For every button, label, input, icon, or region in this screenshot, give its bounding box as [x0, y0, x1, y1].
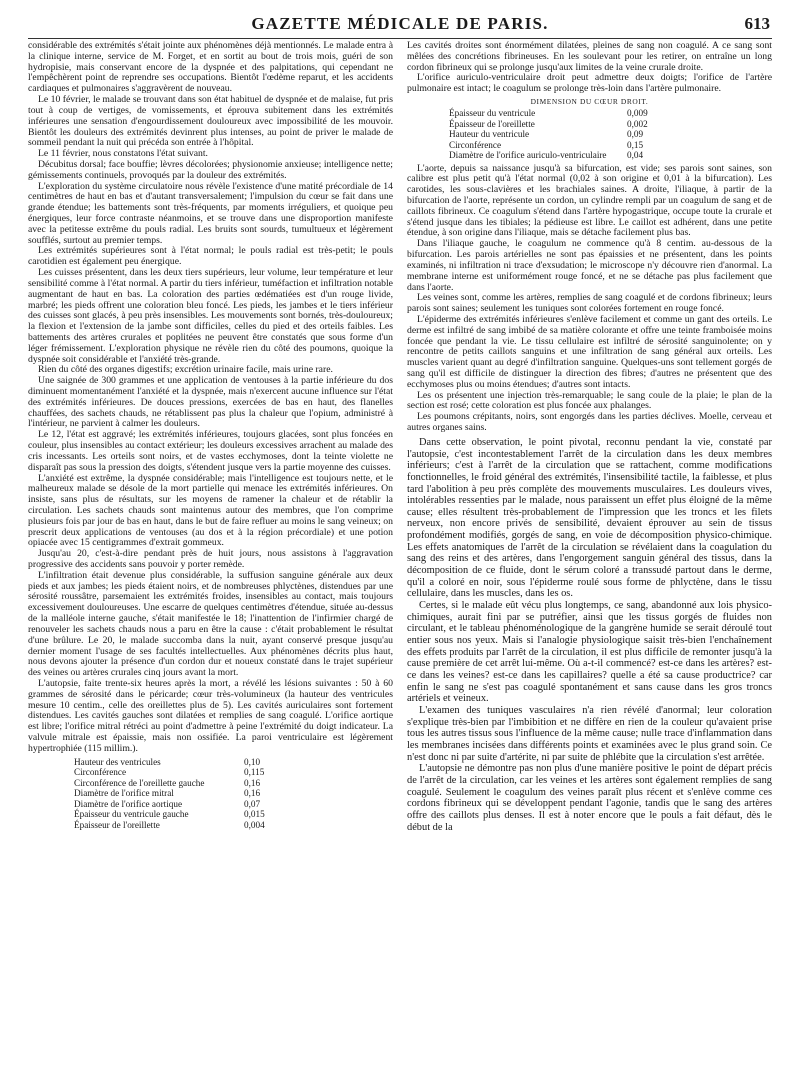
measurement-label: Circonférence [449, 139, 502, 150]
measurement-row [74, 820, 393, 831]
left-column [28, 41, 393, 833]
measurement-value: 0,16 [244, 788, 261, 799]
paragraph: Les veines sont, comme les artères, remplies de sang coagulé et de cordons fibrineux; leurs parois sont saines; seulement les tuniques sont colorées fortement en rouge foncé. [407, 292, 772, 315]
measurement-value: 0,004 [244, 819, 265, 830]
running-head [28, 14, 772, 39]
paragraph: Le 11 février, nous constatons l'état suivant. [38, 148, 208, 160]
paragraph: Décubitus dorsal; face bouffie; lèvres décolorées; physionomie anxieuse; intelligence nette; gémissements continuels, provoqués par la douleur des extrémités. [28, 158, 393, 181]
left-measurement-table [74, 757, 393, 831]
journal-page [28, 14, 772, 1054]
commentary-paragraph: Dans cette observation, le point pivotal, reconnu pendant la vie, constaté par l'autopsie, c'est incontestablement l'arrêt de la circulation dans les deux membres inférieurs; c'est à l'arrêt de la circulation que se rattachent, comme modifications fonctionnelles, le froid général des extrémités, l'insensibilité tactile, la faiblesse, et plus tard l'abolition à peu près complète des mouvements musculaires. Les douleurs vives, intolérables ressenties par le malade, nous paraissent un effet plus éloigné de la même cause; elles résultent très-probablement de l'impression que les troncs et les filets nerveux, non encore privés de sensibilité, devaient éprouver au sein de tissus profondément modifiés, gorgés de sang, en voie de décomposition physico-chimique. Les effets anatomiques de l'arrêt de la circulation se révélaient dans la coagulation du sang des reins et des artères, dans l'engorgement sanguin général des tissus, dans la décomposition de ce fluide, dont le sérum coloré a transsudé partout dans le derme, qu'il a coloré en noir, sous l'épiderme roulé sous forme de phlyctène, dans le tissu cellulaire, dans les muscles, dans les os. [407, 436, 772, 600]
measurement-label: Circonférence [74, 767, 127, 778]
paragraph: Les extrémités supérieures sont à l'état normal; le pouls radial est très-petit; le pouls carotidien est également peu énergique. [28, 245, 393, 268]
journal-title: GAZETTE MÉDICALE DE PARIS. [251, 14, 549, 33]
measurement-label: Épaisseur de l'oreillette [74, 819, 160, 830]
paragraph: considérable des extrémités s'était jointe aux phénomènes déjà mentionnés. Le malade entra à la clinique interne, service de M. Forget, et en sortit au bout de trois mois, guéri de son hydropisie, mais conservant encore de la dyspnée et des palpitations, qui cependant ne l'empêchèrent point de reprendre ses occupations. Bientôt l'œdème reparut, et les accidents cardiaques et pulmonaires s'aggravèrent de nouveau. [28, 41, 393, 95]
measurement-row [74, 809, 393, 820]
measurement-row [449, 108, 772, 119]
measurement-row [74, 778, 393, 789]
measurement-label: Épaisseur de l'oreillette [449, 118, 535, 129]
paragraph: Les cuisses présentent, dans les deux tiers supérieurs, leur volume, leur température et leur sensibilité comme à l'état normal. A partir du tiers inférieur, tuméfaction et infiltration notable augmentant de haut en bas. La coloration des parties œdématiées est d'un rouge livide, marbré; les pieds offrent une coloration bleu foncé. Les pieds, les jambes et le tiers inférieur des cuisses sont glacés, à peu près insensibles. Les mouvements sont bornés, très-douloureux; la flexion et l'extension de la jambe sont difficiles, celles du pied et des orteils faibles. Les battements des artères crurales et poplitées ne peuvent être constatés que sous forme d'un léger frémissement. L'exploration physique ne révèle rien du côté des poumons, quoique la dyspnée soit considérable et l'anxiété très-grande. [28, 267, 393, 365]
measurement-value: 0,16 [244, 777, 261, 788]
measurement-row [449, 119, 772, 130]
measurement-row [449, 129, 772, 140]
paragraph: Les os présentent une injection très-remarquable; le sang coule de la plaie; le plan de la section est rosé; cette coloration est plus foncée aux phalanges. [407, 389, 772, 412]
measurement-label: Épaisseur du ventricule gauche [74, 809, 189, 820]
paragraph: L'épiderme des extrémités inférieures s'enlève facilement et comme un gant des orteils. Le derme est infiltré de sang imbibé de sa matière colorante et offre une teinte framboisée moins foncée que pendant la vie. Le tissu cellulaire est infiltré de sérosité sanguinolente; on y rencontre de petits caillots sanguins et une infiltration de sang général aux orteils. Les muscles varient quant au degré d'infiltration sanguine. Quelques-uns sont tellement gorgés de sang qu'il est difficile de distinguer la direction des fibres; d'autres ne présentent que des ecchymoses plus ou moins étendues; d'autres sont intacts. [407, 313, 772, 390]
paragraph: L'autopsie, faite trente-six heures après la mort, a révélé les lésions suivantes : 50 à 60 grammes de sérosité dans le péricarde; cœur très-volumineux (la hauteur des ventricules mesure 10 centim., celle des oreillettes plus de 5). Les cavités auriculaires sont fortement distendues. Les cavités gauches sont dilatées et remplies de sang coagulé. L'orifice aortique est libre; l'orifice mitral rétréci au point d'admettre à peine l'extrémité du doigt indicateur. La valvule mitrale est épaissie, mais non ossifiée. La paroi ventriculaire est légèrement hypertrophiée (115 millim.). [28, 677, 393, 754]
paragraph: L'aorte, depuis sa naissance jusqu'à sa bifurcation, est vide; ses parois sont saines, son calibre est plus petit qu'à l'état normal (0,02 à son origine et 0,01 à la bifurcation). Les carotides, les sous-clavières et les brachiales saines. A droite, l'iliaque, à partir de la bifurcation de l'aorte, représente un cordon, un cylindre rempli par un coagulum de sang et de caillots fibrineux. Ce coagulum s'étend dans l'artère hypogastrique, occupe toute la crurale et s'étend jusque dans les tibiales; la pédieuse est libre. Le caillot est adhérent, dans une petite étendue, à son origine dans l'iliaque, mais se détache facilement plus bas. [407, 162, 772, 239]
paragraph: Le 12, l'état est aggravé; les extrémités inférieures, toujours glacées, sont plus foncées en couleur, plus insensibles au contact extérieur; les douleurs excessives arrachent au malade des cris incessants. Les orteils sont noirs, et de vastes ecchymoses, dont la teinte violette ne disparaît pas sous la pression des doigts, s'étendent jusque vers la partie moyenne des cuisses. [28, 429, 393, 473]
measurement-value: 0,009 [627, 108, 648, 119]
measurement-row [74, 799, 393, 810]
measurement-row [74, 757, 393, 768]
paragraph: L'exploration du système circulatoire nous révèle l'existence d'une matité précordiale de 14 centimètres de haut en bas et d'autant transversalement; l'impulsion du cœur se fait dans une grande étendue; les battements sont très-fréquents, par moments irréguliers, et quoique peu énergiques, leur force contraste néanmoins, et se trouve dans une disproportion manifeste avec la petitesse extrême du pouls radial. Les bruits sont sourds, tumultueux et légèrement soufflés, surtout au premier temps. [28, 180, 393, 246]
paragraph: Le 10 février, le malade se trouvant dans son état habituel de dyspnée et de malaise, fut pris tout à coup de vertiges, de vomissements, et éprouva subitement dans les extrémités inférieures une sensation d'engourdissement douloureux avec impossibilité de les mouvoir. Bientôt les douleurs des extrémités devinrent plus intenses, au point de priver le malade de sommeil pendant la nuit qui précéda son entrée à l'hôpital. [28, 94, 393, 149]
measurement-label: Diamètre de l'orifice mitral [74, 788, 174, 799]
right-column [407, 41, 772, 833]
paragraph: L'anxiété est extrême, la dyspnée considérable; mais l'intelligence est toujours nette, et le malheureux malade se désole de la mort partielle qui menace les extrémités inférieures. On insiste, sans plus de résultats, sur les moyens de ramener la chaleur et de rétablir la circulation. Les sachets chauds sont maintenus autour des membres, que l'on comprime plusieurs fois par jour de bas en haut, dans le but de faire refluer au moins le sang veineux; on prescrit deux applications de ventouses (au dos et à la région précordiale) et une potion opiacée avec 15 centigrammes d'extrait gommeux. [28, 472, 393, 549]
paragraph: L'infiltration était devenue plus considérable, la suffusion sanguine générale aux deux pieds et aux jambes; les pieds étaient noirs, et de nombreuses phlyctènes, distendues par une sérosité roussâtre, parsemaient les extrémités froides, insensibles au contact, mais toujours excessivement douloureuses. Une escarre de quelques centimètres d'étendue, située au-dessus de la malléole interne gauche, s'était manifestée le 18; l'inattention de l'infirmier chargé de renouveler les sachets chauds nous a paru en être la cause : c'était probablement le résultat d'une brûlure. Le 20, le malade succomba dans la nuit, ayant conservé presque jusqu'au dernier moment l'usage de ses facultés intellectuelles. Aux phénomènes décrits plus haut, nous devons ajouter la présence d'un cordon dur et noueux constaté dans le trajet supérieur des veines ou artères crurales cinq jours avant la mort. [28, 569, 393, 679]
paragraph: Les poumons crépitants, noirs, sont engorgés dans les parties déclives. Moelle, cerveau et autres organes sains. [407, 411, 772, 434]
measurement-value: 0,115 [244, 767, 265, 778]
measurement-row [449, 140, 772, 151]
measurement-label: Hauteur du ventricule [449, 129, 530, 140]
measurement-label: Circonférence de l'oreillette gauche [74, 777, 205, 788]
measurement-label: Épaisseur du ventricule [449, 108, 536, 119]
measurement-label: Hauteur des ventricules [74, 756, 161, 767]
measurement-value: 0,09 [627, 129, 644, 140]
measurement-value: 0,10 [244, 756, 261, 767]
measurement-value: 0,015 [244, 809, 265, 820]
paragraph: Jusqu'au 20, c'est-à-dire pendant près de huit jours, nous assistons à l'aggravation progressive des accidents sans pouvoir y porter remède. [28, 548, 393, 570]
commentary-paragraph: L'autopsie ne démontre pas non plus d'une manière positive le point de départ précis de l'arrêt de la circulation, car les veines et les artères sont également remplies de sang coagulé. Seulement le coagulum des veines paraît plus récent et s'enlève comme ces cordons fibrineux qui se développent pendant l'agonie, tandis que le sang des artères offre des caillots plus denses. Il est à noter encore que le pouls a fait défaut, dès le début de la [407, 763, 772, 833]
measurement-value: 0,07 [244, 798, 261, 809]
measurement-label: Diamètre de l'orifice aortique [74, 798, 183, 809]
commentary-paragraph: Certes, si le malade eût vécu plus longtemps, ce sang, abandonné aux lois physico-chimiques, aurait fini par se putréfier, ainsi que les tissus gorgés de fluides non circulant, et le tableau phénoménologique de la gangrène humide se serait déroulé tout entier sous nos yeux. Mais si l'analogie physiologique saisit très-bien l'enchaînement des effets produits par l'arrêt de la circulation, il est plus difficile de remonter jusqu'à la cause première de cet arrêt lui-même. Où a-t-il commencé? est-ce dans les artères? est-ce dans les veines? est-ce dans les capillaires? quelle a été sa cause productrice? car enfin le sang ne s'est pas coagulé spontanément et sans cause dans les gros troncs artériels et veineux. [407, 600, 772, 705]
paragraph: Les cavités droites sont énormément dilatées, pleines de sang non coagulé. A ce sang sont mêlées des concrétions fibrineuses. En les soulevant pour les retirer, on entraîne un long cordon fibrineux qui se prolonge jusqu'aux limites de la veine crurale droite. [407, 41, 772, 73]
right-heart-table-title: DIMENSION DU CŒUR DROIT. [530, 97, 649, 107]
measurement-row [74, 788, 393, 799]
paragraph: L'orifice auriculo-ventriculaire droit peut admettre deux doigts; l'orifice de l'artère pulmonaire est intact; le coagulum se prolonge très-loin dans l'artère pulmonaire. [407, 72, 772, 95]
paragraph: Rien du côté des organes digestifs; excrétion urinaire facile, mais urine rare. [38, 364, 333, 376]
paragraph: Une saignée de 300 grammes et une application de ventouses à la partie inférieure du dos diminuent momentanément l'anxiété et la dyspnée, mais n'exercent aucune influence sur l'état des extrémités inférieures. De douces pressions, exercées de bas en haut, des flanelles chauffées, des sachets chauds, ne rétablissent pas plus la chaleur que l'opium, administré à l'intérieur, ne parvient à calmer les douleurs. [28, 375, 393, 430]
article-columns [28, 41, 772, 833]
measurement-label: Diamètre de l'orifice auriculo-ventriculaire [449, 150, 607, 161]
measurement-value: 0,002 [627, 118, 648, 129]
measurement-value: 0,04 [627, 150, 644, 161]
measurement-value: 0,15 [627, 139, 644, 150]
page-number: 613 [744, 14, 770, 33]
commentary-paragraph: L'examen des tuniques vasculaires n'a rien révélé d'anormal; leur coloration s'explique très-bien par l'imbibition et ne diffère en rien de la couleur qu'avaient prise tous les autres tissus sous l'influence de la même cause; nulle trace d'inflammation dans les membranes incisées dans différents points et examinées avec le plus grand soin. Ce n'est donc ni par suite d'artérite, ni par suite de phlébite que la circulation s'est arrêtée. [407, 704, 772, 763]
paragraph: Dans l'iliaque gauche, le coagulum ne commence qu'à 8 centim. au-dessous de la bifurcation. Les parois artérielles ne sont pas épaissies et ne présentent, dans les points examinés, ni infiltration ni trace d'exsudation; le microscope n'y découvre rien d'anormal. La membrane interne est uniformément rouge foncé, et ne se détache pas plus facilement que dans l'aorte. [407, 238, 772, 293]
measurement-row [449, 150, 772, 161]
measurement-row [74, 767, 393, 778]
right-measurement-table [449, 108, 772, 161]
